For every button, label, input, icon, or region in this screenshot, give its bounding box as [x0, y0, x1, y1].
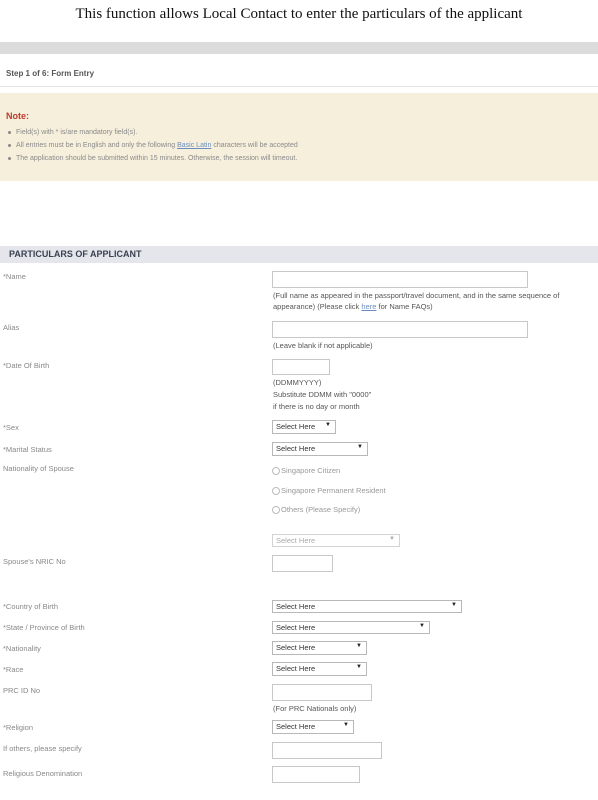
name-help-text-end: for Name FAQs): [378, 302, 433, 311]
sex-select-value: Select Here: [276, 422, 316, 431]
sex-select[interactable]: [272, 420, 336, 434]
radio-icon: [272, 467, 280, 475]
state-birth-label: *State / Province of Birth: [3, 623, 85, 632]
chevron-down-icon: ▼: [419, 623, 425, 629]
note-item: [8, 129, 137, 136]
country-birth-label: *Country of Birth: [3, 602, 59, 611]
alias-help: (Leave blank if not applicable): [273, 341, 373, 350]
bullet-icon: [8, 144, 11, 147]
spouse-nationality-select[interactable]: [272, 534, 400, 547]
chevron-down-icon: ▼: [451, 602, 457, 608]
prc-id-help: (For PRC Nationals only): [273, 704, 357, 713]
radio-label: Others (Please Specify): [281, 505, 361, 514]
note-title: Note:: [6, 111, 29, 121]
chevron-down-icon: ▼: [343, 722, 349, 728]
name-input[interactable]: [272, 271, 528, 288]
radio-icon: [272, 506, 280, 514]
header-bar: [0, 42, 598, 54]
name-faq-link[interactable]: here: [361, 302, 377, 311]
radio-label: Singapore Permanent Resident: [281, 486, 386, 495]
other-religion-label: If others, please specify: [3, 744, 82, 753]
step-indicator: Step 1 of 6: Form Entry: [6, 69, 95, 78]
country-birth-select[interactable]: [272, 600, 462, 613]
radio-singapore-pr[interactable]: [272, 486, 386, 495]
dob-help-substitute: Substitute DDMM with "0000": [273, 390, 372, 399]
page-caption: This function allows Local Contact to enter the particulars of the applicant: [75, 6, 523, 22]
note-text: characters will be accepted: [213, 142, 298, 149]
radio-singapore-citizen[interactable]: [272, 466, 340, 475]
state-birth-select[interactable]: [272, 621, 430, 634]
denomination-input[interactable]: [272, 766, 360, 783]
sex-label: *Sex: [3, 423, 19, 432]
other-religion-input[interactable]: [272, 742, 382, 759]
basic-latin-link[interactable]: Basic Latin: [177, 142, 212, 149]
name-help: [273, 290, 573, 312]
prc-id-input[interactable]: [272, 684, 372, 701]
bullet-icon: [8, 131, 11, 134]
section-title: PARTICULARS OF APPLICANT: [9, 249, 142, 259]
dob-input[interactable]: [272, 359, 330, 375]
radio-others[interactable]: [272, 505, 360, 514]
spouse-nationality-label: Nationality of Spouse: [3, 464, 74, 473]
alias-input[interactable]: [272, 321, 528, 338]
religion-select[interactable]: [272, 720, 354, 734]
note-text: The application should be submitted within 15 minutes. Otherwise, the session will timeout.: [16, 155, 298, 162]
denomination-label: Religious Denomination: [3, 769, 83, 778]
dob-label: *Date Of Birth: [3, 361, 50, 370]
chevron-down-icon: ▼: [389, 536, 395, 542]
religion-label: *Religion: [3, 723, 34, 732]
prc-id-label: PRC ID No: [3, 686, 41, 695]
marital-label: *Marital Status: [3, 445, 52, 454]
marital-select-value: Select Here: [276, 444, 316, 453]
chevron-down-icon: ▼: [357, 444, 363, 450]
note-box: [0, 93, 598, 181]
country-birth-select-value: Select Here: [276, 602, 316, 611]
state-birth-select-value: Select Here: [276, 623, 316, 632]
chevron-down-icon: ▼: [356, 664, 362, 670]
spouse-nric-label: Spouse's NRIC No: [3, 557, 66, 566]
nationality-label: *Nationality: [3, 644, 41, 653]
note-text: All entries must be in English and only the following: [16, 142, 176, 149]
dob-help-note: if there is no day or month: [273, 402, 360, 411]
note-item: [8, 142, 298, 149]
dob-help-format: (DDMMYYYY): [273, 378, 322, 387]
religion-select-value: Select Here: [276, 722, 316, 731]
alias-label: Alias: [3, 323, 20, 332]
radio-icon: [272, 487, 280, 495]
nationality-select[interactable]: [272, 641, 367, 655]
race-select[interactable]: [272, 662, 367, 676]
spouse-nationality-select-value: Select Here: [276, 536, 316, 545]
chevron-down-icon: ▼: [325, 422, 331, 428]
note-text: Field(s) with * is/are mandatory field(s).: [16, 129, 138, 136]
race-select-value: Select Here: [276, 664, 316, 673]
name-help-text: (Full name as appeared in the passport/travel document, and in the same sequence of appearance) (Please click: [273, 291, 560, 311]
race-label: *Race: [3, 665, 24, 674]
bullet-icon: [8, 157, 11, 160]
note-item: [8, 155, 297, 162]
name-label: *Name: [3, 272, 26, 281]
divider: [0, 86, 598, 87]
spouse-nric-input[interactable]: [272, 555, 333, 572]
chevron-down-icon: ▼: [356, 643, 362, 649]
nationality-select-value: Select Here: [276, 643, 316, 652]
marital-select[interactable]: [272, 442, 368, 456]
radio-label: Singapore Citizen: [281, 466, 341, 475]
